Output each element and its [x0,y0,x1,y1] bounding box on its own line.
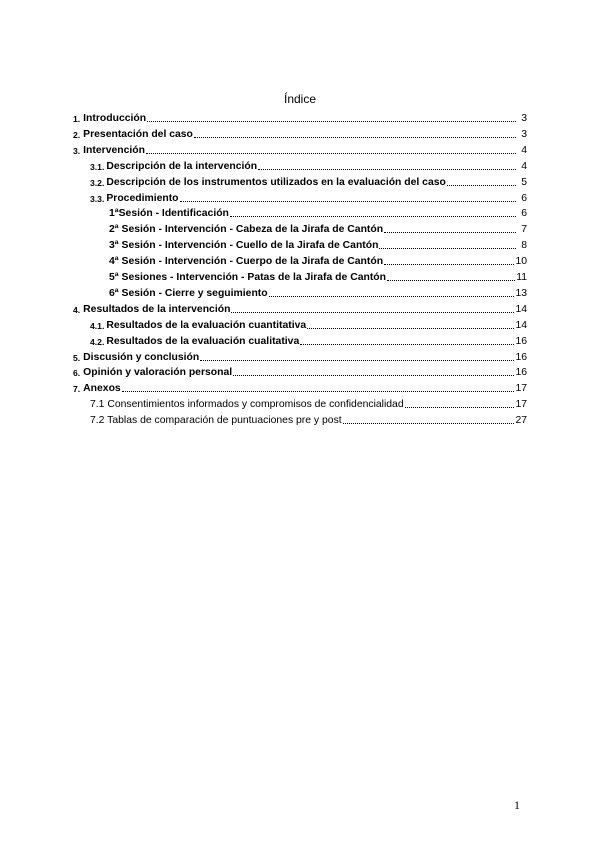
toc-dot-leader [447,184,516,186]
toc-entry-number: 2. [73,129,81,140]
toc-entry-label: Intervención [83,144,145,156]
toc-dot-leader [384,263,514,265]
toc-dot-leader [233,374,514,376]
toc-entry-number: 3.3. [90,193,105,204]
toc-entry[interactable] [109,270,527,284]
toc-entry[interactable] [73,127,527,141]
toc-dot-leader [230,215,516,217]
toc-entry[interactable] [90,159,527,173]
toc-entry-number: 7. [73,384,81,395]
toc-entry-label: 4ª Sesión - Intervención - Cuerpo de la Jirafa de Cantón [109,256,384,268]
toc-entry[interactable] [109,206,527,220]
toc-dot-leader [379,247,516,249]
toc-entry-label: Resultados de la intervención [83,303,231,315]
toc-entry-page: 16 [515,351,527,363]
toc-entry-page: 4 [521,160,527,172]
toc-entry-label: 5ª Sesiones - Intervención - Patas de la Jirafa de Cantón [109,272,386,283]
toc-entry-page: 3 [521,128,527,140]
toc-entry-label: Descripción de la intervención [106,160,258,172]
toc-dot-leader [180,200,516,202]
toc-entry[interactable] [109,286,527,300]
toc-entry[interactable] [73,381,527,395]
toc-dot-leader [387,279,515,281]
toc-entry-label: Descripción de los instrumentos utilizados en la evaluación del caso [106,176,446,188]
toc-dot-leader [405,406,515,408]
toc-entry-number: 4.1. [90,320,105,331]
toc-entry[interactable] [90,191,527,205]
toc-dot-leader [300,343,514,345]
toc-dot-leader [258,168,516,170]
toc-entry-number: 3.2. [90,177,105,188]
page-title: Índice [283,92,317,106]
toc-entry[interactable] [90,175,527,189]
toc-entry-label: Procedimiento [106,192,179,204]
toc-entry-label: 2ª Sesión - Intervención - Cabeza de la Jirafa de Cantón [109,224,384,236]
toc-entry-page: 16 [515,335,527,347]
toc-entry-label: 3ª Sesión - Intervención - Cuello de la Jirafa de Cantón [109,240,379,252]
toc-entry[interactable] [109,222,527,236]
toc-entry-number: 5. [73,352,81,363]
toc-dot-leader [231,311,514,313]
toc-entry[interactable] [73,302,527,316]
toc-entry-page: 27 [515,415,527,427]
toc-entry-page: 6 [521,208,527,220]
toc-entry-label: 7.2 Tablas de comparación de puntuaciones pre y post [90,415,342,427]
toc-entry-label: Presentación del caso [83,128,193,140]
toc-entry-page: 16 [515,367,527,379]
toc-entry-label: Resultados de la evaluación cualitativa [106,335,300,347]
toc-entry[interactable] [73,111,527,125]
toc-entry-label: 6ª Sesión - Cierre y seguimiento [109,287,268,299]
toc-entry-label: Opinión y valoración personal [83,367,233,379]
toc-entry[interactable] [90,413,527,427]
toc-entry-page: 10 [515,256,527,268]
toc-entry[interactable] [109,254,527,268]
toc-entry-number: 4.2. [90,336,105,347]
toc-entry[interactable] [73,365,527,379]
toc-dot-leader [147,120,516,122]
toc-entry[interactable] [90,334,527,348]
toc-entry-number: 6. [73,368,81,379]
toc-entry[interactable] [73,350,527,364]
toc-entry-page: 7 [521,224,527,236]
toc-dot-leader [122,390,515,392]
toc-entry-number: 4. [73,304,81,315]
toc-entry[interactable] [73,143,527,157]
toc-entry[interactable] [109,238,527,252]
toc-dot-leader [146,152,516,154]
toc-entry-number: 3. [73,145,81,156]
toc-entry-page: 3 [521,113,527,124]
toc-entry-page: 14 [515,319,527,331]
toc-entry-label: Resultados de la evaluación cuantitativa [106,319,307,331]
toc-entry-number: 1. [73,114,81,124]
toc-entry-label: 7.1 Consentimientos informados y compromisos de confidencialidad [90,399,404,411]
toc-entry[interactable] [90,397,527,411]
toc-entry-page: 17 [515,383,527,395]
toc-entry-page: 6 [521,192,527,204]
toc-entry-label: Discusión y conclusión [83,351,200,363]
toc-entry-page: 11 [516,272,527,283]
toc-entry-page: 17 [515,399,527,411]
toc-entry-label: Introducción [83,113,147,124]
toc-entry[interactable] [90,318,527,332]
toc-entry-number: 3.1. [90,161,105,172]
toc-entry-page: 8 [521,240,527,252]
toc-entry-label: Anexos [83,383,121,395]
toc-dot-leader [343,422,515,424]
page-number: 1 [514,798,520,812]
toc-dot-leader [269,295,515,297]
toc-dot-leader [384,231,516,233]
toc-dot-leader [200,359,514,361]
toc-entry-page: 5 [521,176,527,188]
toc-entry-label: 1ªSesión - Identificación [109,208,229,220]
toc-entry-page: 4 [521,144,527,156]
toc-entry-page: 14 [515,303,527,315]
toc-dot-leader [194,136,516,138]
toc-dot-leader [307,327,514,329]
toc-entry-page: 13 [515,287,527,299]
